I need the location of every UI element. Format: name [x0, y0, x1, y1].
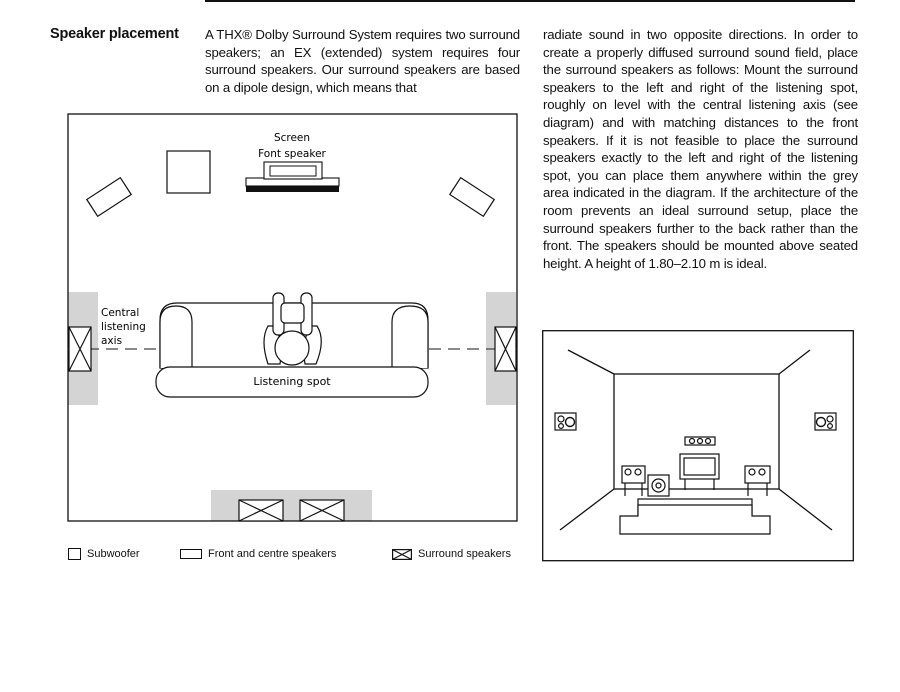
surround-speaker-back-left-icon: [239, 500, 283, 521]
body-paragraph-left: A THX® Dolby Surround System requires two surround speakers; an EX (extended) system requires four surround speakers. Our surround speakers are based on a dipole design, which means that: [205, 27, 520, 95]
surround-speaker-back-right-icon: [300, 500, 344, 521]
legend-surround-label: Surround speakers: [418, 548, 511, 560]
axis-label-line3: axis: [101, 335, 123, 347]
side-speaker-left-icon: [555, 413, 576, 430]
surround-speaker-right-icon: [495, 327, 516, 371]
listening-spot-label: Listening spot: [253, 375, 331, 388]
centre-speaker-inner: [270, 166, 316, 176]
legend-subwoofer-label: Subwoofer: [87, 548, 140, 560]
subwoofer-icon: [167, 151, 210, 193]
front-speaker-swatch-icon: [180, 549, 202, 559]
section-heading: Speaker placement: [50, 26, 179, 42]
body-paragraph-right: radiate sound in two opposite directions. In order to create a properly diffused surround sound field, place the surround speakers as follows: Mount the surround speakers to the left and right of the listening spot, roughly on level with the central listening axis (see diagram) and with matching distances to the front speakers. If it is not feasible to place the surround speakers exactly to the left and right of the listening spot, you can place them anywhere within the grey area indicated in the diagram. If the architecture of the room prevents an ideal surround setup, place the surround speakers further to the back rather than the front. The speakers should be mounted above seated height. A height of 1.80–2.10 m is ideal.: [543, 27, 858, 271]
surround-swatch-icon: [392, 549, 412, 560]
axis-label-line1: Central: [101, 307, 140, 319]
legend-front-centre: [180, 548, 336, 560]
axis-label-line2: listening: [101, 321, 146, 333]
surround-speaker-left-icon: [69, 327, 91, 371]
sofa-perspective-icon: [620, 499, 770, 534]
grey-area-back: [211, 490, 372, 521]
screen-icon: [246, 186, 339, 192]
subwoofer-perspective-icon: [648, 475, 669, 496]
side-speaker-right-icon: [815, 413, 836, 430]
legend-front-centre-label: Front and centre speakers: [208, 548, 337, 560]
subwoofer-swatch-icon: [68, 548, 81, 560]
front-speaker-label: Font speaker: [258, 148, 326, 160]
room-perspective-diagram: [542, 330, 854, 562]
screen-label: Screen: [273, 132, 311, 144]
legend-subwoofer: [68, 548, 140, 560]
legend-surround: [392, 548, 511, 560]
front-left-speaker-icon: [87, 178, 131, 217]
front-right-speaker-icon: [450, 178, 494, 217]
